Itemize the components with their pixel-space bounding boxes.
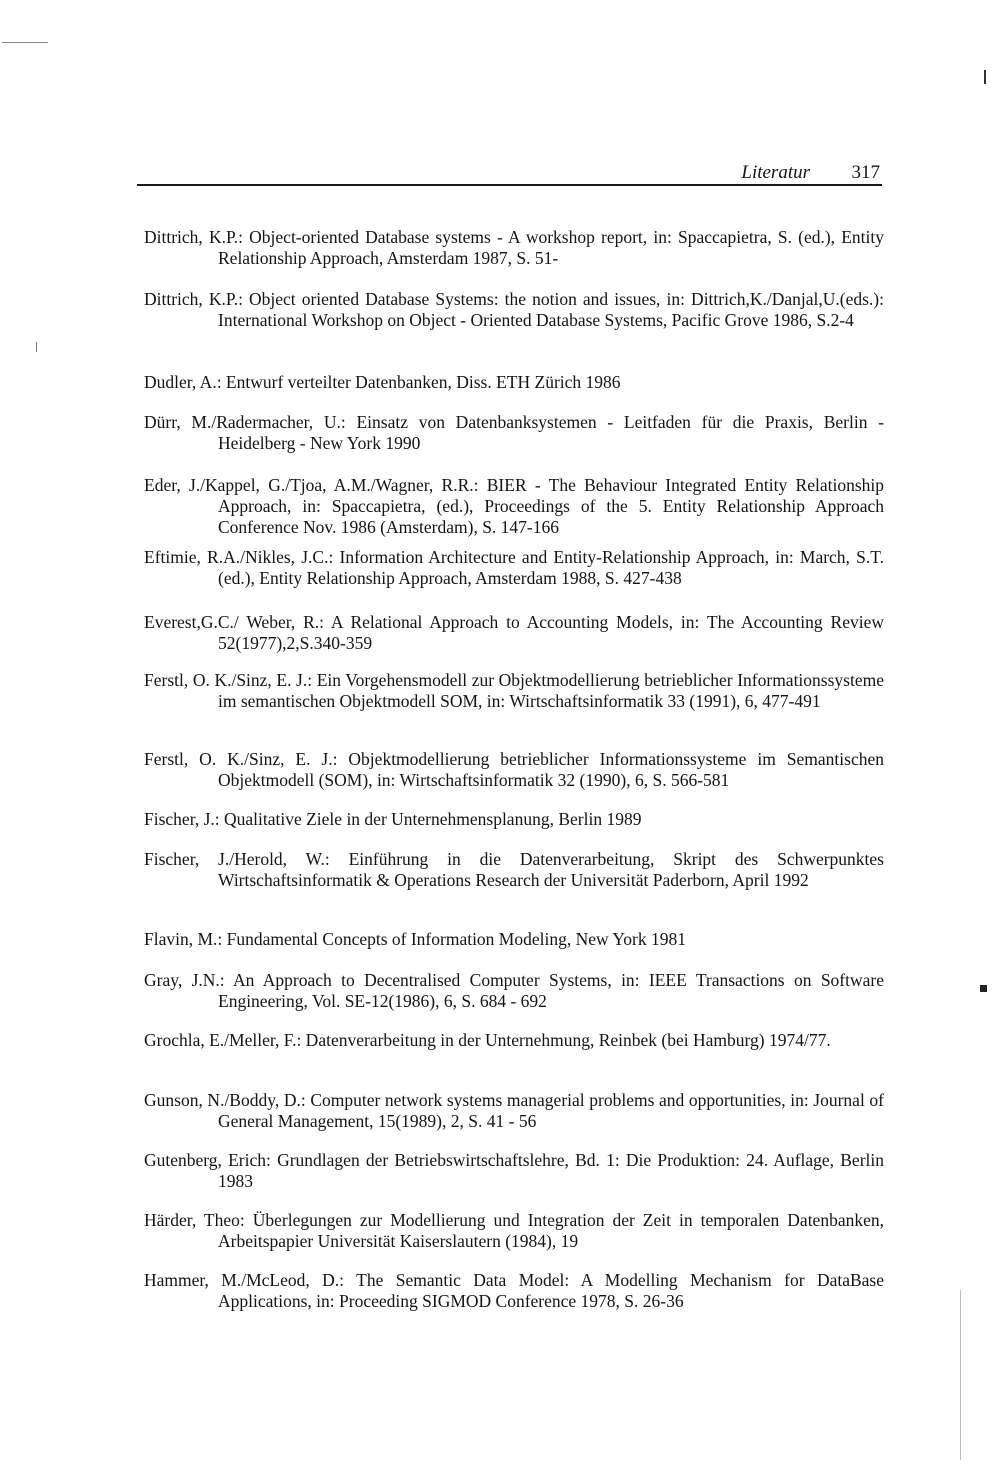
reference-entry: Eder, J./Kappel, G./Tjoa, A.M./Wagner, R.R.: BIER - The Behaviour Integrated Entity Relationship Approach, in: Spaccapietra, (ed.), Proceedings of the 5. Entity Relationship Approach Conference Nov. 1986 (Amsterdam), S. 147-166 <box>144 475 884 537</box>
scan-artifact <box>960 1290 961 1460</box>
reference-entry: Hammer, M./McLeod, D.: The Semantic Data Model: A Modelling Mechanism for DataBase Applications, in: Proceeding SIGMOD Conference 1978, S. 26-36 <box>144 1270 884 1311</box>
reference-entry: Dittrich, K.P.: Object-oriented Database systems - A workshop report, in: Spaccapietra, S. (ed.), Entity Relationship Approach, Amsterdam 1987, S. 51- <box>144 227 884 268</box>
reference-entry: Everest,G.C./ Weber, R.: A Relational Approach to Accounting Models, in: The Accounting Review 52(1977),2,S.340-359 <box>144 612 884 653</box>
reference-entry: Härder, Theo: Überlegungen zur Modellierung und Integration der Zeit in temporalen Datenbanken, Arbeitspapier Universität Kaiserslautern (1984), 19 <box>144 1210 884 1251</box>
reference-entry: Fischer, J./Herold, W.: Einführung in die Datenverarbeitung, Skript des Schwerpunktes Wirtschaftsinformatik & Operations Research der Universität Paderborn, April 1992 <box>144 849 884 890</box>
reference-entry: Flavin, M.: Fundamental Concepts of Information Modeling, New York 1981 <box>144 929 686 949</box>
reference-entry: Gray, J.N.: An Approach to Decentralised Computer Systems, in: IEEE Transactions on Software Engineering, Vol. SE-12(1986), 6, S. 684 - 692 <box>144 970 884 1011</box>
reference-entry: Grochla, E./Meller, F.: Datenverarbeitung in der Unternehmung, Reinbek (bei Hamburg) 1974/77. <box>144 1030 831 1050</box>
running-header <box>137 160 882 186</box>
reference-entry: Ferstl, O. K./Sinz, E. J.: Ein Vorgehensmodell zur Objektmodellierung betrieblicher Informationssysteme im semantischen Objektmodell SOM, in: Wirtschaftsinformatik 33 (1991), 6, 477-491 <box>144 670 884 711</box>
reference-entry: Ferstl, O. K./Sinz, E. J.: Objektmodellierung betrieblicher Informationssysteme im Semantischen Objektmodell (SOM), in: Wirtschaftsinformatik 32 (1990), 6, S. 566-581 <box>144 749 884 790</box>
reference-entry: Dittrich, K.P.: Object oriented Database Systems: the notion and issues, in: Dittrich,K./Danjal,U.(eds.): International Workshop on Object - Oriented Database Systems, Pacific Grove 1986, S.2-4 <box>144 289 884 330</box>
scan-artifact <box>2 42 48 43</box>
reference-entry: Dürr, M./Radermacher, U.: Einsatz von Datenbanksystemen - Leitfaden für die Praxis, Berlin - Heidelberg - New York 1990 <box>144 412 884 453</box>
running-title: Literatur <box>741 162 810 183</box>
scan-artifact <box>36 342 37 352</box>
reference-entry: Gunson, N./Boddy, D.: Computer network systems managerial problems and opportunities, in: Journal of General Management, 15(1989), 2, S. 41 - 56 <box>144 1090 884 1131</box>
reference-entry: Gutenberg, Erich: Grundlagen der Betriebswirtschaftslehre, Bd. 1: Die Produktion: 24. Auflage, Berlin 1983 <box>144 1150 884 1191</box>
page-number: 317 <box>851 162 880 183</box>
scan-artifact <box>980 985 987 992</box>
scan-artifact <box>984 70 986 84</box>
reference-entry: Eftimie, R.A./Nikles, J.C.: Information Architecture and Entity-Relationship Approach, in: March, S.T. (ed.), Entity Relationship Approach, Amsterdam 1988, S. 427-438 <box>144 547 884 588</box>
reference-entry: Dudler, A.: Entwurf verteilter Datenbanken, Diss. ETH Zürich 1986 <box>144 372 621 392</box>
reference-entry: Fischer, J.: Qualitative Ziele in der Unternehmensplanung, Berlin 1989 <box>144 809 642 829</box>
